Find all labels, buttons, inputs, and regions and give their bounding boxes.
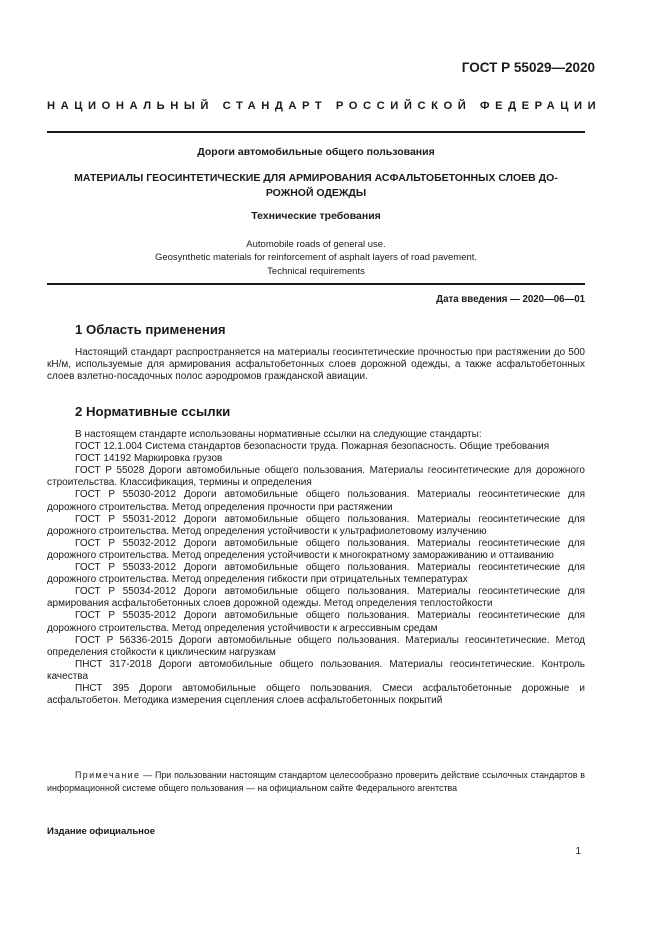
ref-item: ГОСТ 14192 Маркировка грузов <box>75 453 223 465</box>
document-title-line-2: РОЖНОЙ ОДЕЖДЫ <box>265 187 367 199</box>
refs-intro: В настоящем стандарте использованы нормативные ссылки на следующие стандарты: <box>75 429 482 440</box>
document-title-line-1: МАТЕРИАЛЫ ГЕОСИНТЕТИЧЕСКИЕ ДЛЯ АРМИРОВАНИЯ АСФАЛЬТОБЕТОННЫХ СЛОЕВ ДО- <box>74 172 558 184</box>
section-2-refs <box>47 429 585 707</box>
english-title-line-3: Technical requirements <box>267 265 365 277</box>
ref-item: ГОСТ 12.1.004 Система стандартов безопасности труда. Пожарная безопасность. Общие требования <box>75 441 550 453</box>
document-topic: Дороги автомобильные общего пользования <box>197 146 435 158</box>
document-subtitle: Технические требования <box>251 210 381 222</box>
ref-item: ГОСТ Р 55032-2012 Дороги автомобильные общего пользования. Материалы геосинтетические для дорожного строительства. Метод определения устойчивости к многократному замораживанию и оттаиванию <box>47 537 585 561</box>
ref-item: ГОСТ Р 55033-2012 Дороги автомобильные общего пользования. Материалы геосинтетические для дорожного строительства. Метод определения гибкости при отрицательных температурах <box>47 562 585 586</box>
national-standard-heading: НАЦИОНАЛЬНЫЙ СТАНДАРТ РОССИЙСКОЙ ФЕДЕРАЦИИ <box>47 100 602 112</box>
ref-item: ПНСТ 395 Дороги автомобильные общего пользования. Смеси асфальтобетонные дорожные и асфальтобетон. Методика измерения сцепления слоев асфальтобетонных покрытий <box>47 682 585 707</box>
ref-item: ГОСТ Р 56336-2015 Дороги автомобильные общего пользования. Материалы геосинтетические. Метод определения стойкости к циклическим нагрузкам <box>47 634 585 658</box>
section-1-heading: 1 Область применения <box>75 322 226 337</box>
document-title <box>47 171 585 201</box>
note <box>47 769 585 795</box>
ref-item: ГОСТ Р 55035-2012 Дороги автомобильные общего пользования. Материалы геосинтетические для дорожного строительства. Метод определения устойчивости к агрессивным средам <box>47 610 585 634</box>
gost-number: ГОСТ Р 55029—2020 <box>461 60 595 75</box>
title-divider <box>47 283 585 285</box>
introduction-date: Дата введения — 2020—06—01 <box>436 294 585 305</box>
page-number: 1 <box>575 846 581 857</box>
top-divider <box>47 131 585 133</box>
note-label: Примечание <box>75 770 141 780</box>
section-2-heading: 2 Нормативные ссылки <box>75 404 231 419</box>
english-title-line-2: Geosynthetic materials for reinforcement of asphalt layers of road pavement. <box>154 252 478 264</box>
note-text: — При пользовании настоящим стандартом целесообразно проверить действие ссылочных стандартов в информационной системе общего пользования — на официальном сайте Федерального агентства <box>47 770 585 793</box>
ref-item: ПНСТ 317-2018 Дороги автомобильные общего пользования. Материалы геосинтетические. Контроль качества <box>47 658 585 682</box>
ref-item: ГОСТ Р 55028 Дороги автомобильные общего пользования. Материалы геосинтетические для дорожного строительства. Классификация, термины и определения <box>47 465 585 489</box>
ref-item: ГОСТ Р 55034-2012 Дороги автомобильные общего пользования. Материалы геосинтетические для армирования асфальтобетонных слоев дорожной одежды. Метод определения теплостойкости <box>47 586 585 610</box>
official-edition-label: Издание официальное <box>47 826 155 837</box>
section-1-text <box>47 347 585 383</box>
ref-item: ГОСТ Р 55031-2012 Дороги автомобильные общего пользования. Материалы геосинтетические для дорожного строительства. Метод определения устойчивости к ультрафиолетовому излучению <box>47 513 585 537</box>
english-title-line-1: Automobile roads of general use. <box>246 239 386 250</box>
ref-item: ГОСТ Р 55030-2012 Дороги автомобильные общего пользования. Материалы геосинтетические для дорожного строительства. Метод определения прочности при растяжении <box>47 489 585 513</box>
english-title <box>47 238 585 278</box>
section-1-paragraph: Настоящий стандарт распространяется на материалы геосинтетические прочностью при растяжении до 500 кН/м, используемые для армирования асфальтобетонных слоев дорожной одежды, а также асфальтобетонных слоев взлетно-посадочных полос аэродромов гражданской авиации. <box>47 347 585 383</box>
